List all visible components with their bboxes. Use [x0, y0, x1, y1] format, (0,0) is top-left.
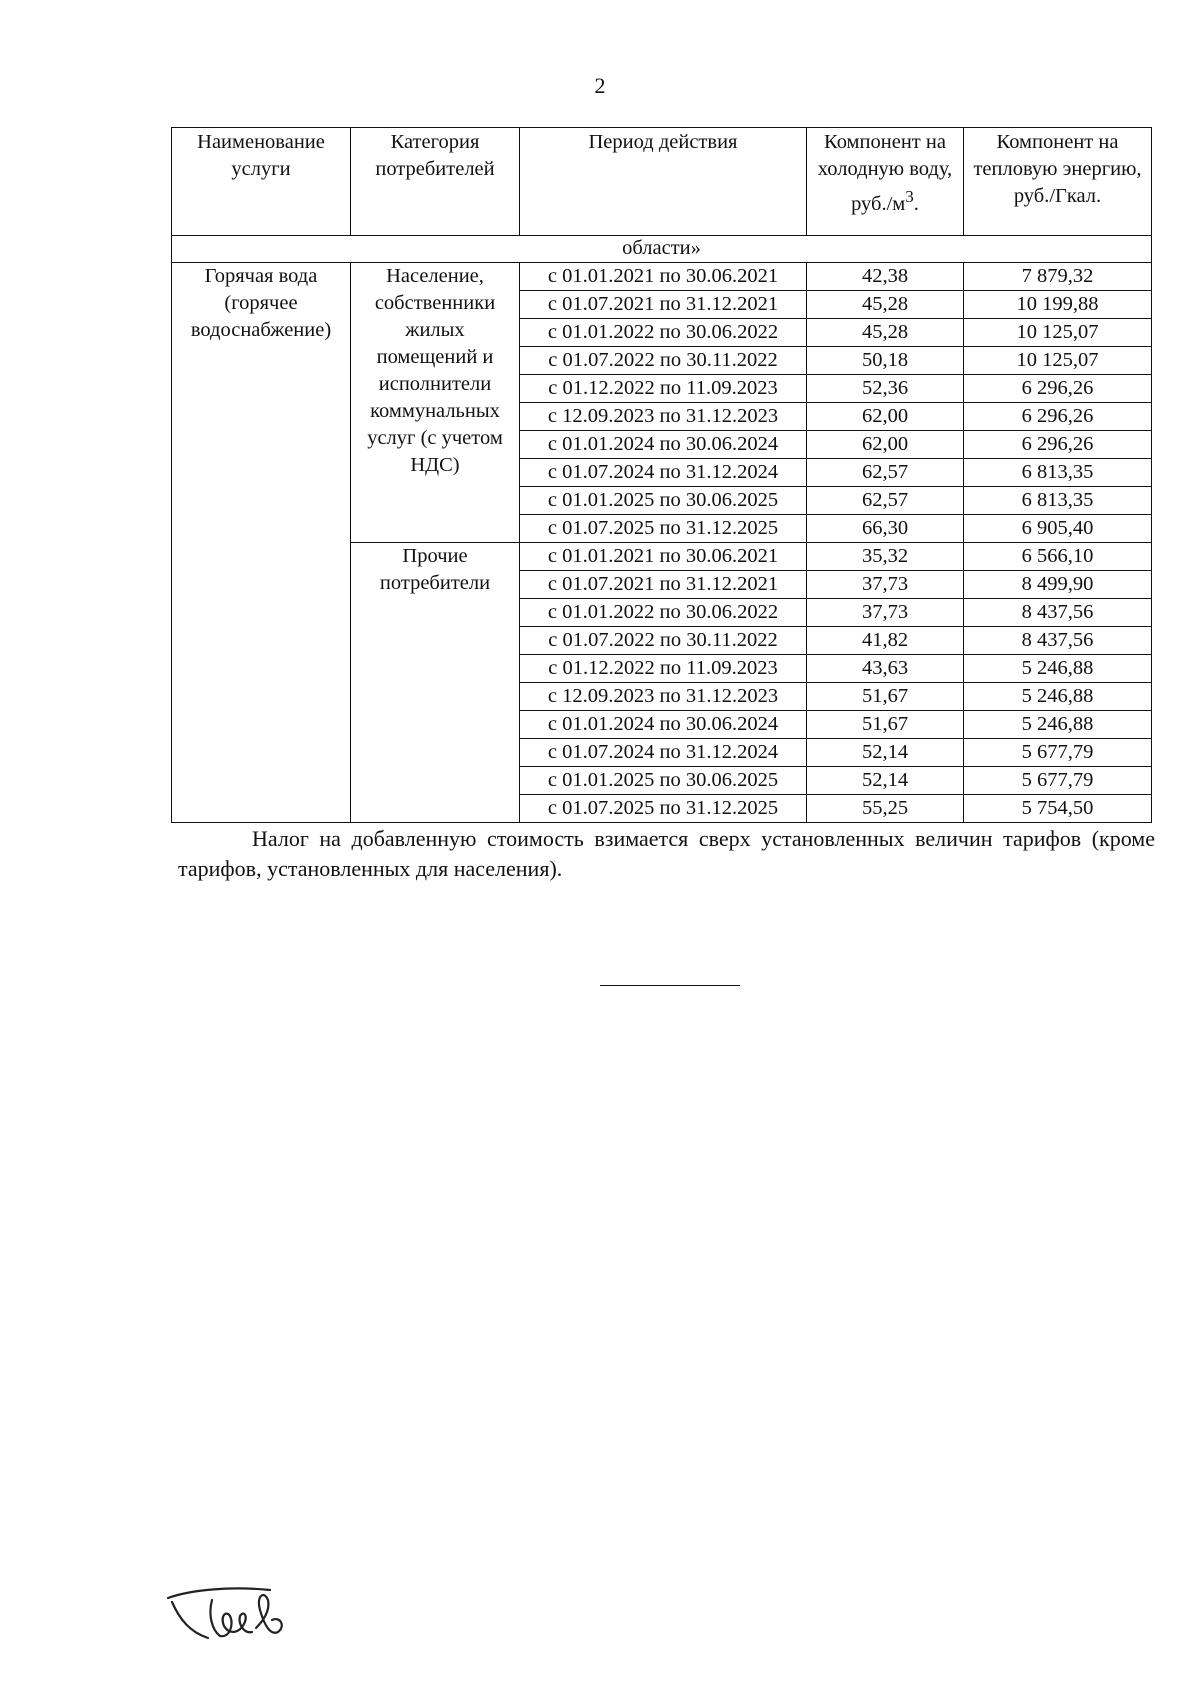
- heat-cell: 5 677,79: [964, 767, 1152, 795]
- period-cell: с 01.12.2022 по 11.09.2023: [520, 655, 807, 683]
- cold-water-cell: 62,57: [807, 487, 964, 515]
- header-heat: Компонент на тепловую энергию, руб./Гкал.: [964, 128, 1152, 236]
- header-period: Период действия: [520, 128, 807, 236]
- period-cell: с 01.07.2021 по 31.12.2021: [520, 291, 807, 319]
- period-cell: с 01.01.2022 по 30.06.2022: [520, 319, 807, 347]
- heat-cell: 6 566,10: [964, 543, 1152, 571]
- category-cell: Прочие потребители: [351, 543, 520, 823]
- header-cold-water-text: Компонент на холодную воду, руб./м: [817, 131, 953, 215]
- cold-water-cell: 45,28: [807, 319, 964, 347]
- period-cell: с 01.01.2025 по 30.06.2025: [520, 767, 807, 795]
- heat-cell: 10 125,07: [964, 347, 1152, 375]
- header-service: Наименование услуги: [172, 128, 351, 236]
- period-cell: с 01.07.2025 по 31.12.2025: [520, 795, 807, 823]
- heat-cell: 6 813,35: [964, 459, 1152, 487]
- category-cell: Население, собственники жилых помещений и исполнители коммунальных услуг (с учетом НДС): [351, 263, 520, 543]
- period-cell: с 01.01.2021 по 30.06.2021: [520, 543, 807, 571]
- table-row: [172, 263, 1152, 291]
- header-cold-water: [807, 128, 964, 236]
- period-cell: с 01.07.2021 по 31.12.2021: [520, 571, 807, 599]
- service-name-cell: Горячая вода (горячее водоснабжение): [172, 263, 351, 823]
- table-body: [172, 236, 1152, 823]
- cold-water-cell: 55,25: [807, 795, 964, 823]
- period-cell: с 12.09.2023 по 31.12.2023: [520, 683, 807, 711]
- heat-cell: 8 437,56: [964, 599, 1152, 627]
- handwritten-signature: [160, 1580, 310, 1650]
- cold-water-cell: 62,00: [807, 403, 964, 431]
- cold-water-cell: 43,63: [807, 655, 964, 683]
- cold-water-cell: 52,14: [807, 739, 964, 767]
- header-category: Категория потребителей: [351, 128, 520, 236]
- period-cell: с 01.07.2025 по 31.12.2025: [520, 515, 807, 543]
- cold-water-cell: 62,57: [807, 459, 964, 487]
- cold-water-cell: 41,82: [807, 627, 964, 655]
- region-row: [172, 236, 1152, 263]
- period-cell: с 01.01.2025 по 30.06.2025: [520, 487, 807, 515]
- period-cell: с 01.01.2021 по 30.06.2021: [520, 263, 807, 291]
- cold-water-cell: 50,18: [807, 347, 964, 375]
- heat-cell: 8 437,56: [964, 627, 1152, 655]
- heat-cell: 5 754,50: [964, 795, 1152, 823]
- heat-cell: 6 296,26: [964, 375, 1152, 403]
- heat-cell: 6 296,26: [964, 431, 1152, 459]
- heat-cell: 6 813,35: [964, 487, 1152, 515]
- period-cell: с 01.12.2022 по 11.09.2023: [520, 375, 807, 403]
- tariff-table: [171, 127, 1152, 823]
- header-cold-water-end: .: [913, 192, 919, 215]
- heat-cell: 7 879,32: [964, 263, 1152, 291]
- cold-water-cell: 37,73: [807, 571, 964, 599]
- cold-water-cell: 52,14: [807, 767, 964, 795]
- heat-cell: 10 199,88: [964, 291, 1152, 319]
- cold-water-cell: 62,00: [807, 431, 964, 459]
- closing-rule: [600, 985, 740, 986]
- period-cell: с 01.07.2022 по 30.11.2022: [520, 627, 807, 655]
- heat-cell: 8 499,90: [964, 571, 1152, 599]
- cold-water-cell: 51,67: [807, 711, 964, 739]
- period-cell: с 01.07.2022 по 30.11.2022: [520, 347, 807, 375]
- heat-cell: 6 905,40: [964, 515, 1152, 543]
- cold-water-cell: 35,32: [807, 543, 964, 571]
- cold-water-cell: 37,73: [807, 599, 964, 627]
- cold-water-cell: 42,38: [807, 263, 964, 291]
- heat-cell: 6 296,26: [964, 403, 1152, 431]
- period-cell: с 01.01.2024 по 30.06.2024: [520, 431, 807, 459]
- heat-cell: 5 246,88: [964, 683, 1152, 711]
- page-number: 2: [594, 73, 606, 98]
- heat-cell: 5 246,88: [964, 711, 1152, 739]
- heat-cell: 5 246,88: [964, 655, 1152, 683]
- cold-water-cell: 66,30: [807, 515, 964, 543]
- period-cell: с 01.07.2024 по 31.12.2024: [520, 739, 807, 767]
- cold-water-cell: 52,36: [807, 375, 964, 403]
- table-header-row: [172, 128, 1152, 236]
- cold-water-cell: 51,67: [807, 683, 964, 711]
- header-cold-water-sup: 3: [905, 187, 914, 206]
- region-cell: области»: [172, 236, 1152, 263]
- period-cell: с 01.01.2022 по 30.06.2022: [520, 599, 807, 627]
- heat-cell: 5 677,79: [964, 739, 1152, 767]
- heat-cell: 10 125,07: [964, 319, 1152, 347]
- vat-note: Налог на добавленную стоимость взимается сверх установленных величин тарифов (кроме тарифов, установленных для населения).: [178, 826, 1155, 881]
- cold-water-cell: 45,28: [807, 291, 964, 319]
- period-cell: с 01.07.2024 по 31.12.2024: [520, 459, 807, 487]
- period-cell: с 01.01.2024 по 30.06.2024: [520, 711, 807, 739]
- period-cell: с 12.09.2023 по 31.12.2023: [520, 403, 807, 431]
